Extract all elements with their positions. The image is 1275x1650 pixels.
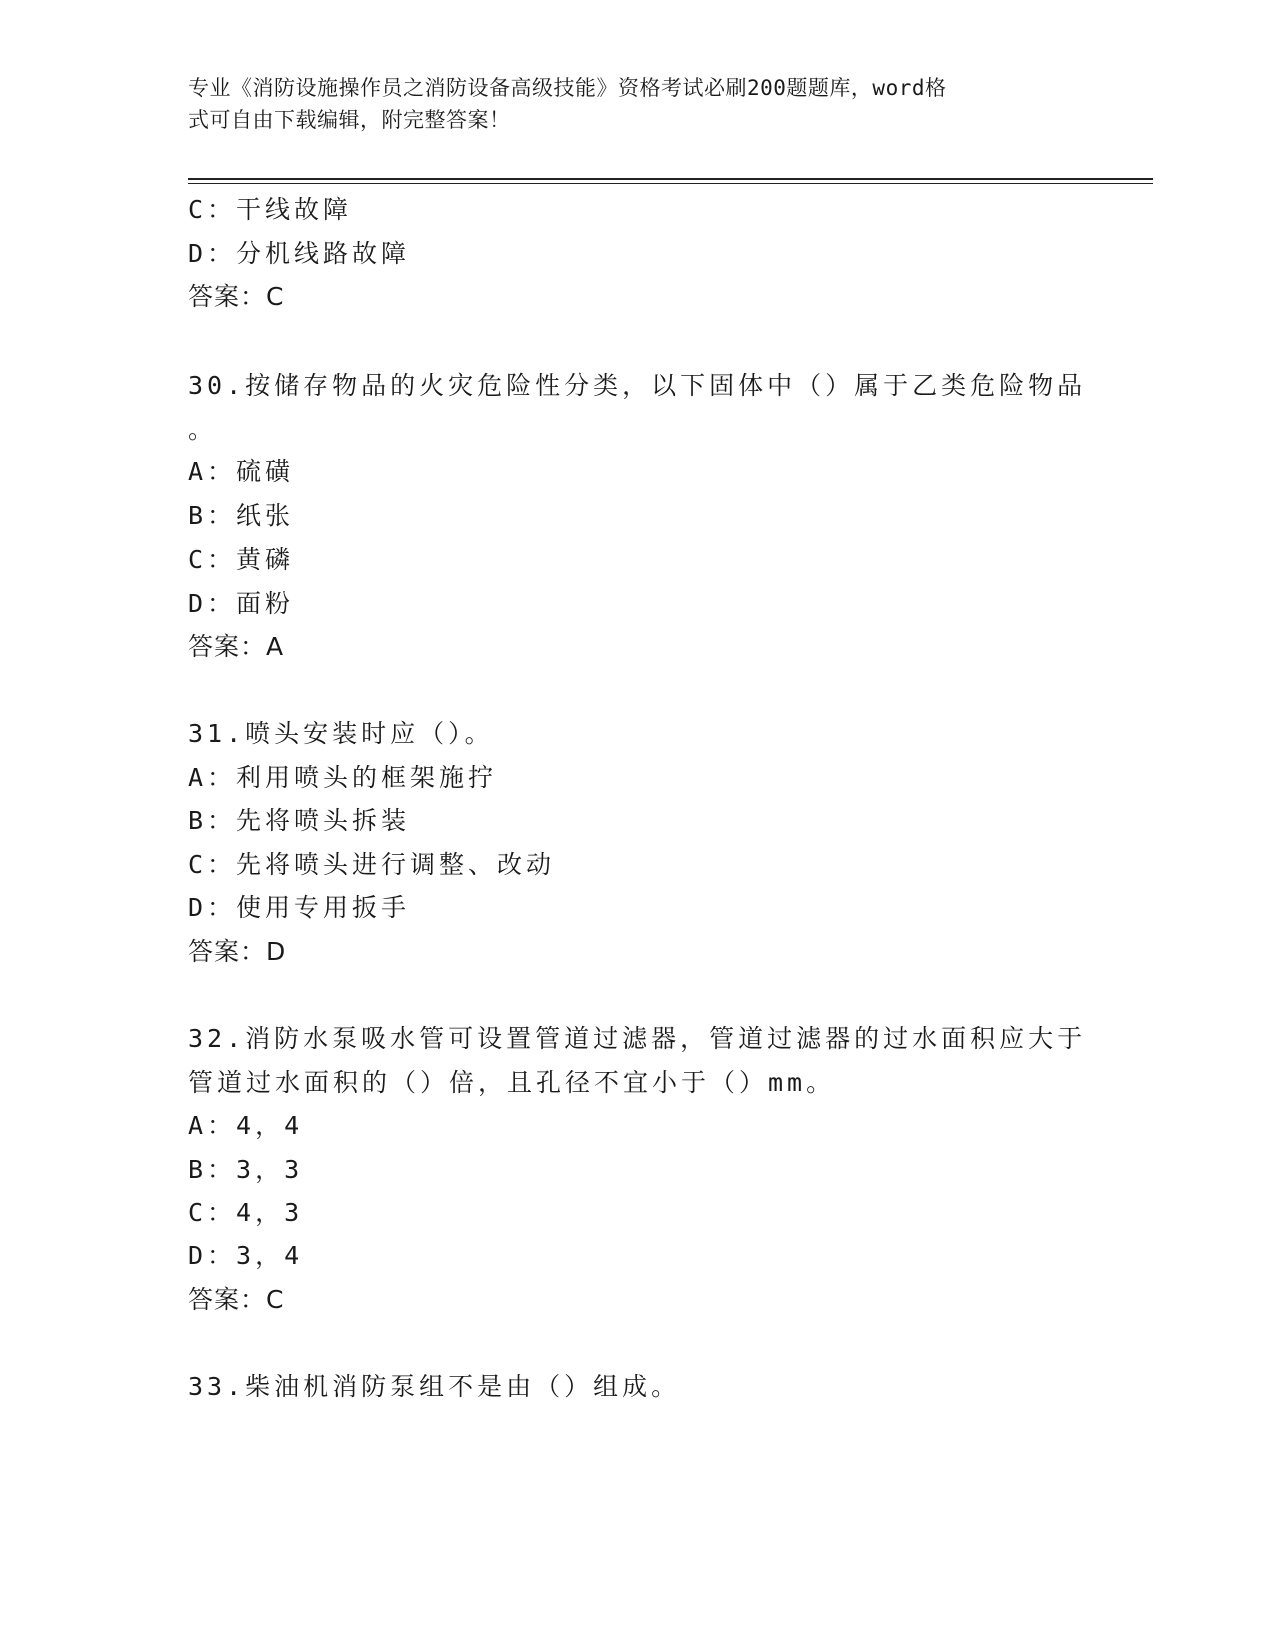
document-header	[188, 72, 1088, 136]
q29-answer: 答案：C	[188, 282, 285, 311]
q32-stem-line-2: 管道过水面积的（）倍，且孔径不宜小于（）mm。	[188, 1068, 836, 1097]
q32-option-c: C：4，3	[188, 1198, 304, 1227]
q32-answer: 答案：C	[188, 1285, 285, 1314]
q31-option-c: C：先将喷头进行调整、改动	[188, 850, 556, 879]
header-divider-thin	[188, 183, 1153, 184]
q30-option-d: D：面粉	[188, 589, 295, 618]
q30-option-a: A：硫磺	[188, 457, 295, 486]
q31-answer: 答案：D	[188, 937, 287, 966]
header-line-1: 专业《消防设施操作员之消防设备高级技能》资格考试必刷200题题库，word格	[188, 76, 947, 100]
q30-stem-line-2: 。	[188, 415, 218, 444]
q32-option-b: B：3，3	[188, 1155, 304, 1184]
q31-option-d: D：使用专用扳手	[188, 893, 411, 922]
q29-option-c: C：干线故障	[188, 195, 353, 224]
q32-option-a: A：4，4	[188, 1111, 304, 1140]
header-divider-thick	[188, 178, 1153, 180]
q30-option-c: C：黄磷	[188, 545, 295, 574]
q30-stem-line-1: 30.按储存物品的火灾危险性分类，以下固体中（）属于乙类危险物品	[188, 371, 1087, 400]
q30-answer: 答案：A	[188, 632, 285, 661]
q33-stem: 33.柴油机消防泵组不是由（）组成。	[188, 1372, 681, 1401]
q30-option-b: B：纸张	[188, 501, 295, 530]
q31-stem: 31.喷头安装时应（）。	[188, 719, 494, 748]
q32-stem-line-1: 32.消防水泵吸水管可设置管道过滤器，管道过滤器的过水面积应大于	[188, 1024, 1087, 1053]
q31-option-b: B：先将喷头拆装	[188, 806, 411, 835]
q31-option-a: A：利用喷头的框架施拧	[188, 763, 498, 792]
header-line-2: 式可自由下载编辑，附完整答案！	[188, 108, 511, 132]
q32-option-d: D：3，4	[188, 1241, 304, 1270]
q29-option-d: D：分机线路故障	[188, 239, 411, 268]
